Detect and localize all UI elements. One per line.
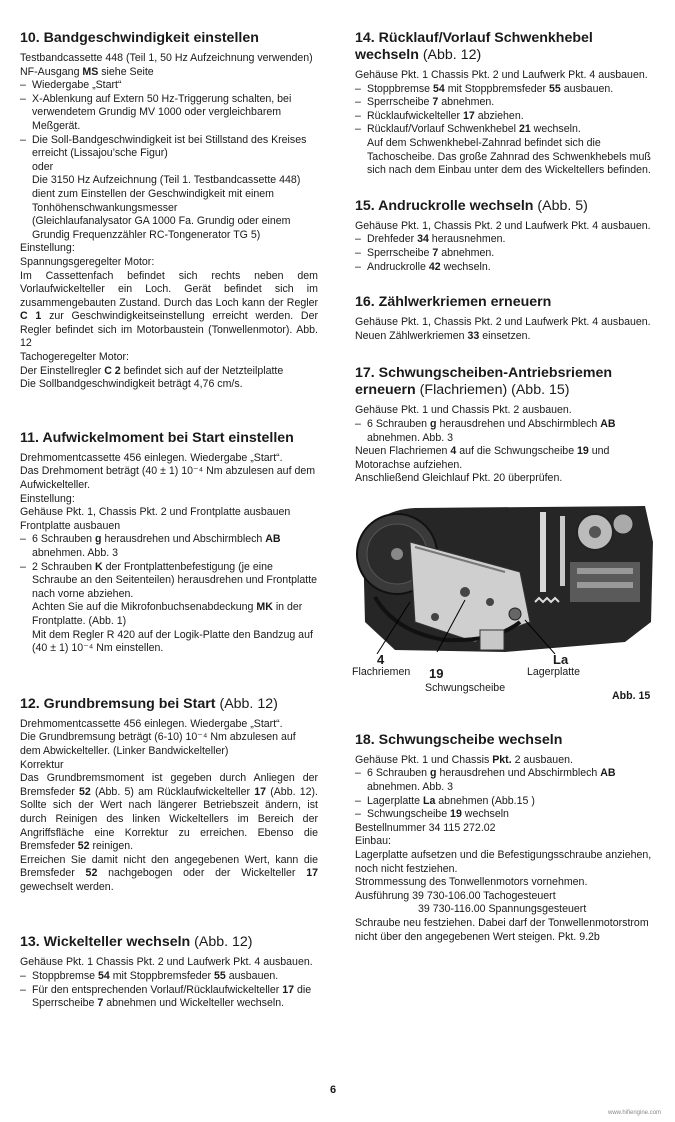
label-flachriemen: Flachriemen xyxy=(352,665,411,678)
section-18-title: 18. Schwungscheibe wechseln xyxy=(355,731,563,748)
s10-alt2: (Gleichlaufanalysator GA 1000 Fa. Grundig oder einem Grundig Frequenzzähler RC-Tongenerator TG 5) xyxy=(32,215,291,241)
section-14-title: 14. Rücklauf/Vorlauf Schwenkhebel wechseln (Abb. 12) xyxy=(355,30,593,63)
s18-p3: Einbau: xyxy=(355,835,391,848)
section-15 xyxy=(355,198,655,274)
s17-p2: Neuen Flachriemen 4 auf die Schwungscheibe 19 und Motorachse aufziehen. xyxy=(355,445,610,471)
list-item: – 6 Schrauben g herausdrehen und Abschirmblech AB abnehmen. Abb. 3 xyxy=(20,533,318,560)
s12-p5: Erreichen Sie damit nicht den angegebenen Wert, kann die Bremsfeder 52 nachgebogen oder der Wickelteller 17 gewechselt werden. xyxy=(20,853,318,893)
s10-p8: Die Sollbandgeschwindigkeit beträgt 4,76 cm/s. xyxy=(20,378,243,391)
s10-list xyxy=(20,79,318,161)
s10-p4: Spannungsgeregelter Motor: xyxy=(20,255,155,268)
list-item: – Stoppbremse 54 mit Stoppbremsfeder 55 ausbauen. xyxy=(355,83,655,97)
left-column xyxy=(20,30,318,1011)
mechanism-photo xyxy=(355,502,655,654)
section-16 xyxy=(355,294,655,343)
s11-p4: Gehäuse Pkt. 1, Chassis Pkt. 2 und Frontplatte ausbauen xyxy=(20,506,291,519)
s15-list xyxy=(355,233,655,274)
section-11 xyxy=(20,430,318,656)
s12-p1: Drehmomentcassette 456 einlegen. Wiedergabe „Start“. xyxy=(20,717,283,730)
s10-p2: NF-Ausgang MS siehe Seite xyxy=(20,65,154,78)
s12-p2: Die Grundbremsung beträgt (6-10) 10⁻⁴ Nm abzulesen auf dem Abwickelteller. (Linker Bandwickelteller) xyxy=(20,731,296,757)
list-item: – Lagerplatte La abnehmen (Abb.15 ) xyxy=(355,795,655,809)
list-item: – Die Soll-Bandgeschwindigkeit ist bei Stillstand des Kreises erreicht (Lissajou’sche Figur) xyxy=(20,134,318,161)
s15-p1: Gehäuse Pkt. 1, Chassis Pkt. 2 und Laufwerk Pkt. 4 ausbauen. xyxy=(355,219,651,232)
s17-p3: Anschließend Gleichlauf Pkt. 20 überprüfen. xyxy=(355,472,563,485)
section-12 xyxy=(20,696,318,895)
watermark: www.hifiengine.com xyxy=(608,1110,662,1116)
s13-p1: Gehäuse Pkt. 1 Chassis Pkt. 2 und Laufwerk Pkt. 4 ausbauen. xyxy=(20,956,313,969)
figure-abb-15 xyxy=(352,502,655,724)
list-item: – Rücklaufwickelteller 17 abziehen. xyxy=(355,110,655,124)
figure-caption: Abb. 15 xyxy=(612,689,651,702)
list-item: – Schwungscheibe 19 wechseln xyxy=(355,808,655,822)
s11-p3: Einstellung: xyxy=(20,492,75,505)
list-item: – Sperrscheibe 7 abnehmen. xyxy=(355,96,655,110)
s10-p1: Testbandcassette 448 (Teil 1, 50 Hz Aufzeichnung verwenden) xyxy=(20,52,313,64)
section-13 xyxy=(20,934,318,1010)
label-la: La xyxy=(553,651,569,667)
section-13-title: 13. Wickelteller wechseln (Abb. 12) xyxy=(20,934,253,951)
s10-p3: Einstellung: xyxy=(20,242,75,255)
s13-list xyxy=(20,970,318,1011)
list-item: – Stoppbremse 54 mit Stoppbremsfeder 55 ausbauen. xyxy=(20,970,318,984)
list-item: – Sperrscheibe 7 abnehmen. xyxy=(355,247,655,261)
s11-list xyxy=(20,533,318,655)
section-18 xyxy=(355,732,655,944)
label-lagerplatte: Lagerplatte xyxy=(527,665,581,678)
label-number-19: 19 xyxy=(429,665,444,681)
s16-p1: Gehäuse Pkt. 1, Chassis Pkt. 2 und Laufwerk Pkt. 4 ausbauen. Neuen Zählwerkriemen 33 einsetzen. xyxy=(355,316,651,342)
list-item: – Drehfeder 34 herausnehmen. xyxy=(355,233,655,247)
section-10 xyxy=(20,30,318,392)
section-17-title: 17. Schwungscheiben-Antriebsriemen erneuern (Flachriemen) (Abb. 15) xyxy=(355,365,613,399)
s18-p6a: Ausführung 39 730-106.00 Tachogesteuert xyxy=(355,889,556,902)
list-item: – 6 Schrauben g herausdrehen und Abschirmblech AB abnehmen. Abb. 3 xyxy=(355,418,655,445)
list-item: – Wiedergabe „Start“ xyxy=(20,79,318,93)
right-column xyxy=(352,30,655,944)
section-10-title: 10. Bandgeschwindigkeit einstellen xyxy=(20,30,259,46)
list-item: – Für den entsprechenden Vorlauf/Rücklaufwickelteller 17 die Sperrscheibe 7 abnehmen und Wickelteller wechseln. xyxy=(20,984,318,1011)
label-schwungscheibe: Schwungscheibe xyxy=(425,681,506,694)
s18-p6b: 39 730-116.00 Spannungsgesteuert xyxy=(418,903,587,916)
page-number: 6 xyxy=(330,1084,337,1096)
s17-list xyxy=(355,418,655,445)
s12-p4: Das Grundbremsmoment ist gegeben durch Anliegen der Bremsfeder 52 (Abb. 5) am Rücklaufwickelteller 17 (Abb. 12). Sollte sich der Wert nach längerer Betriebszeit ändern, ist durch Reinigen des linken Wickeltellers im Bereich der Angriffsfläche eine Korrektur zu erreichen. Ebenso die Bremsfeder 52 reinigen. xyxy=(20,772,318,853)
s11-p1: Drehmomentcassette 456 einlegen. Wiedergabe „Start“. xyxy=(20,451,283,464)
section-15-title: 15. Andruckrolle wechseln (Abb. 5) xyxy=(355,197,588,214)
s12-p3: Korrektur xyxy=(20,758,64,771)
list-item: – X-Ablenkung auf Extern 50 Hz-Triggerung schalten, bei verwendetem Grundig MV 1000 oder vergleichbarem Meßgerät. xyxy=(20,93,318,134)
s18-p2: Bestellnummer 34 115 272.02 xyxy=(355,821,496,834)
list-item: – Andruckrolle 42 wechseln. xyxy=(355,261,655,275)
s10-oder: oder xyxy=(32,160,54,173)
s10-p5: Im Cassettenfach befindet sich rechts neben dem Vorlaufwickelteller ein Loch. Gerät befindet sich im zusammengebauten Zustand. Durch das Loch kann der Regler C 1 zur Geschwindigkeitseinstellung erreicht werden. Der Regler befindet sich im Motorbaustein (Tonwellenmotor). Abb. 12 xyxy=(20,269,318,350)
list-item: – 2 Schrauben K der Frontplattenbefestigung (je eine Schraube an den Seitenteilen) herausdrehen und Frontplatte nach vorne abziehen. Achten Sie auf die Mikrofonbuchsenabdeckung MK in der Frontplatte. (Abb. 1) Mit dem Regler R 420 auf der Logik-Platte den Bandzug auf (40 ± 1) 10⁻⁴ Nm einstellen. xyxy=(20,561,318,656)
s18-p4: Lagerplatte aufsetzen und die Befestigungsschraube anziehen, noch nicht festziehen. xyxy=(355,849,652,875)
label-number-4: 4 xyxy=(377,651,385,667)
list-item: – 6 Schrauben g herausdrehen und Abschirmblech AB abnehmen. Abb. 3 xyxy=(355,767,655,794)
section-17 xyxy=(355,365,655,486)
s18-p5: Strommessung des Tonwellenmotors vornehmen. xyxy=(355,876,588,889)
s14-p1: Gehäuse Pkt. 1 Chassis Pkt. 2 und Laufwerk Pkt. 4 ausbauen. xyxy=(355,69,648,81)
s18-list xyxy=(355,767,655,821)
s10-alt: Die 3150 Hz Aufzeichnung (Teil 1. Testbandcassette 448) dient zum Einstellen der Geschwindigkeit mit einem Tonhöhenschwankungsmesser xyxy=(32,174,301,214)
section-14 xyxy=(355,30,655,178)
s11-p5: Frontplatte ausbauen xyxy=(20,519,121,532)
s18-p1: Gehäuse Pkt. 1 und Chassis Pkt. 2 ausbauen. xyxy=(355,753,573,766)
section-12-title: 12. Grundbremsung bei Start (Abb. 12) xyxy=(20,695,278,712)
section-16-title: 16. Zählwerkriemen erneuern xyxy=(355,294,552,311)
section-11-title: 11. Aufwickelmoment bei Start einstellen xyxy=(20,429,294,446)
s10-p7: Der Einstellregler C 2 befindet sich auf der Netzteilplatte xyxy=(20,364,284,377)
s11-p2: Das Drehmoment beträgt (40 ± 1) 10⁻⁴ Nm abzulesen auf dem Aufwickelteller. xyxy=(20,465,316,492)
list-item: – Rücklauf/Vorlauf Schwenkhebel 21 wechseln. Auf dem Schwenkhebel-Zahnrad befindet sich die Tachoscheibe. Das große Zahnrad des Schwenkhebels muß sich nach dem Einbau unter dem des Wickeltellers befinden. xyxy=(355,123,655,177)
s14-list xyxy=(355,83,655,178)
s10-p6: Tachogeregelter Motor: xyxy=(20,351,129,364)
s18-p7: Schraube neu festziehen. Dabei darf der Tonwellenmotorstrom nicht über den angegebenen Wert steigen. Pkt. 9.2b xyxy=(355,917,649,943)
s17-p1: Gehäuse Pkt. 1 und Chassis Pkt. 2 ausbauen. xyxy=(355,404,572,417)
